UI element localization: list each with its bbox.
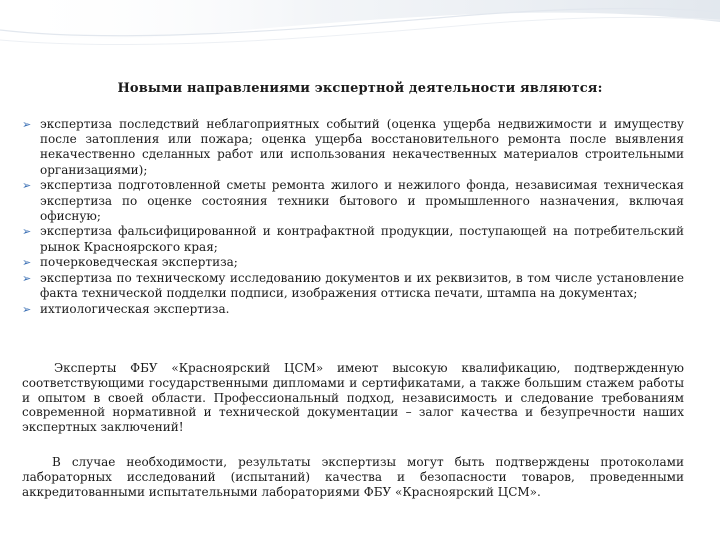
arrow-bullet-icon: ➢	[22, 179, 32, 193]
list-item	[22, 255, 684, 270]
arrow-bullet-icon: ➢	[22, 225, 32, 239]
bullet-text: экспертиза фальсифицированной и контрафактной продукции, поступающей на потребительский рынок Красноярского края;	[40, 224, 684, 254]
arrow-bullet-icon: ➢	[22, 272, 32, 286]
list-item	[22, 178, 684, 224]
list-item	[22, 117, 684, 178]
arrow-bullet-icon: ➢	[22, 256, 32, 270]
bullet-text: ихтиологическая экспертиза.	[40, 301, 230, 316]
list-item	[22, 224, 684, 254]
arrow-bullet-icon: ➢	[22, 118, 32, 131]
slide-title: Новыми направлениями экспертной деятельности являются:	[117, 81, 603, 96]
decorative-header-swoosh	[0, 0, 720, 70]
bullet-text: экспертиза последствий неблагоприятных событий (оценка ущерба недвижимости и имуществу после затопления или пожара; оценка ущерба восстановительного ремонта после выявления некачественно сделанных работ или использования некачественных материалов строительными организациями);	[40, 117, 684, 177]
bullet-text: экспертиза подготовленной сметы ремонта жилого и нежилого фонда, независимая техническая экспертиза по оценке состояния техники бытового и промышленного назначения, включая офисную;	[40, 178, 684, 223]
list-item	[22, 302, 684, 317]
experts-paragraph: Эксперты ФБУ «Красноярский ЦСМ» имеют высокую квалификацию, подтвержденную соответствующими государственными дипломами и сертификатами, а также большим стажем работы и опытом в своей области. Профессиональный подход, независимость и следование требованиям современной нормативной и технической документации – залог качества и безупречности наших экспертных заключений!	[22, 361, 684, 435]
arrow-bullet-icon: ➢	[22, 302, 32, 316]
lab-confirmation-paragraph: В случае необходимости, результаты экспертизы могут быть подтверждены протоколами лабораторных исследований (испытаний) качества и безопасности товаров, проведенными аккредитованными испытательными лабораториями ФБУ «Красноярский ЦСМ».	[22, 455, 684, 499]
bullet-text: экспертиза по техническому исследованию документов и их реквизитов, в том числе установление факта технической подделки подписи, изображения оттиска печати, штампа на документах;	[40, 271, 684, 301]
bullet-text: почерковедческая экспертиза;	[40, 255, 238, 270]
list-item	[22, 271, 684, 301]
bullet-list	[22, 117, 684, 318]
